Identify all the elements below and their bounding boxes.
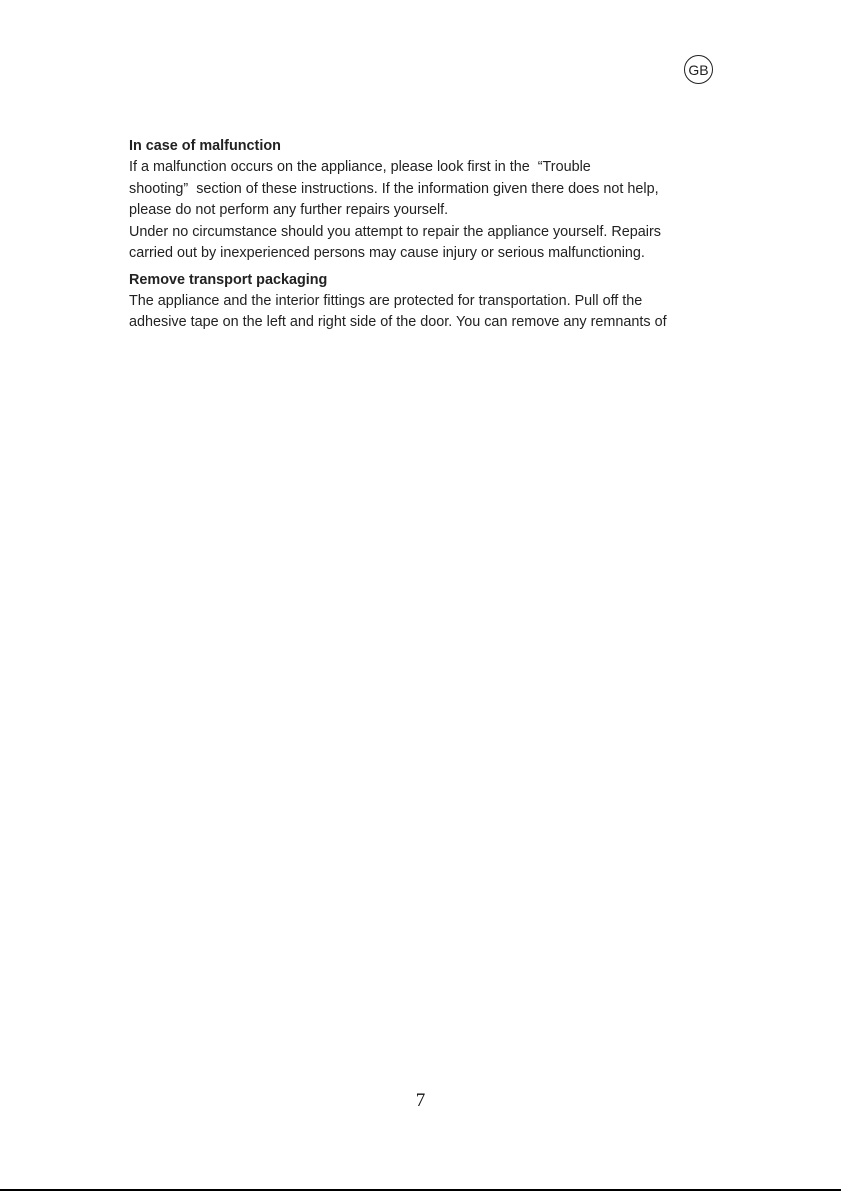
text-line: please do not perform any further repairs yourself. xyxy=(129,202,449,218)
page-number: 7 xyxy=(415,1090,426,1111)
text-line: The appliance and the interior fittings are protected for transportation. Pull off the xyxy=(129,292,643,309)
section-heading: Remove transport packaging xyxy=(129,271,328,288)
section-heading: In case of malfunction xyxy=(129,138,281,154)
text-line: carried out by inexperienced persons may cause injury or serious malfunctioning. xyxy=(129,245,645,261)
document-body xyxy=(129,136,699,334)
section-paragraph xyxy=(129,157,699,265)
section-transport-packaging xyxy=(129,270,699,334)
text-line: If a malfunction occurs on the appliance, please look first in the “Trouble xyxy=(129,159,591,175)
text-line: adhesive tape on the left and right side of the door. You can remove any remnants of xyxy=(129,314,667,330)
section-malfunction xyxy=(129,136,699,265)
section-paragraph xyxy=(129,291,699,334)
language-badge: GB xyxy=(684,55,713,84)
text-line: shooting” section of these instructions. If the information given there does not help, xyxy=(129,180,659,197)
text-line: Under no circumstance should you attempt to repair the appliance yourself. Repairs xyxy=(129,223,661,240)
